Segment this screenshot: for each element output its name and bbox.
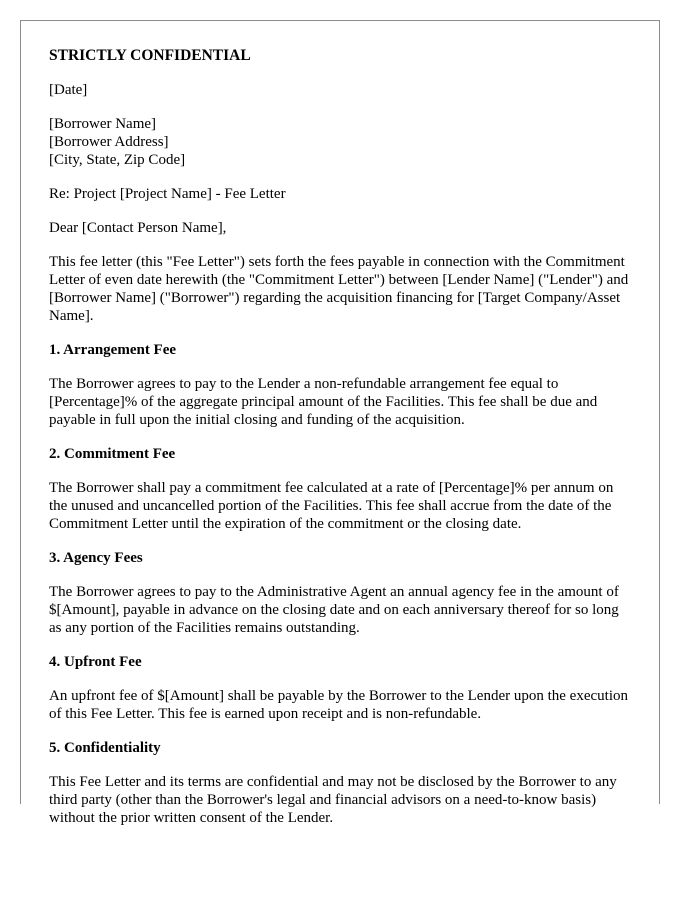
salutation: Dear [Contact Person Name],	[49, 220, 227, 236]
section-body-arrangement-fee: The Borrower agrees to pay to the Lender a non-refundable arrangement fee equal to [Percentage]% of the aggregate principal amount of the Facilities. This fee shall be due and payable in full upon the initial closing and funding of the acquisition.	[49, 376, 598, 428]
section-body-confidentiality: This Fee Letter and its terms are confidential and may not be disclosed by the Borrower to any third party (other than the Borrower's legal and financial advisors on a need-to-know basis) without the prior written consent of the Lender.	[49, 774, 617, 826]
borrower-name-line: [Borrower Name]	[49, 116, 157, 132]
document-title: STRICTLY CONFIDENTIAL	[49, 47, 251, 64]
section-heading-upfront-fee: 4. Upfront Fee	[49, 654, 142, 670]
section-heading-agency-fees: 3. Agency Fees	[49, 550, 143, 566]
section-heading-commitment-fee: 2. Commitment Fee	[49, 446, 176, 462]
date-line: [Date]	[49, 82, 88, 98]
section-body-agency-fees: The Borrower agrees to pay to the Administrative Agent an annual agency fee in the amount of $[Amount], payable in advance on the closing date and on each anniversary thereof for so long as any portion of the Facilities remains outstanding.	[49, 584, 619, 636]
re-line: Re: Project [Project Name] - Fee Letter	[49, 186, 286, 202]
city-state-zip-line: [City, State, Zip Code]	[49, 152, 186, 168]
section-body-commitment-fee: The Borrower shall pay a commitment fee calculated at a rate of [Percentage]% per annum on the unused and uncancelled portion of the Facilities. This fee shall accrue from the date of the Commitment Letter until the expiration of the commitment or the closing date.	[49, 480, 614, 532]
document-page	[20, 20, 660, 826]
section-body-upfront-fee: An upfront fee of $[Amount] shall be payable by the Borrower to the Lender upon the execution of this Fee Letter. This fee is earned upon receipt and is non-refundable.	[49, 688, 628, 722]
recipient-address	[49, 115, 631, 169]
borrower-address-line: [Borrower Address]	[49, 134, 169, 150]
document-content	[21, 21, 659, 827]
section-heading-arrangement-fee: 1. Arrangement Fee	[49, 342, 177, 358]
intro-paragraph: This fee letter (this "Fee Letter") sets forth the fees payable in connection with the Commitment Letter of even date herewith (the "Commitment Letter") between [Lender Name] ("Lender") and [Borrower Name] ("Borrower") regarding the acquisition financing for [Target Company/Asset Name].	[49, 254, 629, 324]
section-heading-confidentiality: 5. Confidentiality	[49, 740, 161, 756]
